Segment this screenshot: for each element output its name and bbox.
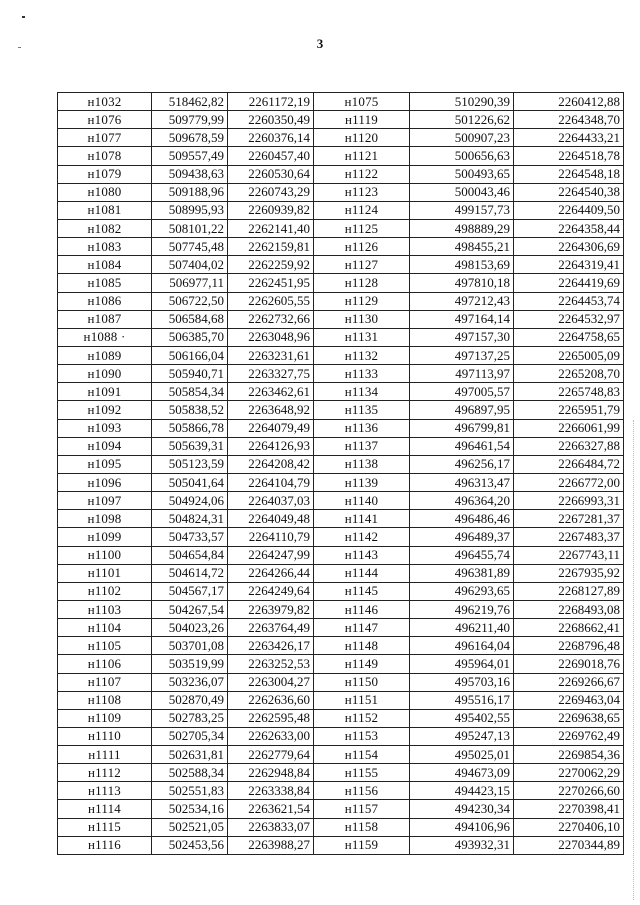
x-coordinate-left-cell: 506584,68 (152, 310, 228, 328)
table-row (58, 564, 624, 582)
table-row (58, 256, 624, 274)
y-coordinate-left-cell: 2263327,75 (228, 365, 314, 383)
y-coordinate-right-cell: 2269463,04 (514, 691, 624, 709)
table-row (58, 437, 624, 455)
point-id-left-cell: н1095 (58, 455, 152, 473)
point-id-left-cell: н1091 (58, 383, 152, 401)
x-coordinate-right-cell: 496455,74 (410, 546, 514, 564)
point-id-left-cell: н1090 (58, 365, 152, 383)
x-coordinate-right-cell: 496489,37 (410, 528, 514, 546)
x-coordinate-right-cell: 494423,15 (410, 782, 514, 800)
x-coordinate-right-cell: 510290,39 (410, 93, 514, 111)
y-coordinate-left-cell: 2264037,03 (228, 492, 314, 510)
x-coordinate-right-cell: 497810,18 (410, 274, 514, 292)
y-coordinate-left-cell: 2264126,93 (228, 437, 314, 455)
x-coordinate-right-cell: 496364,20 (410, 492, 514, 510)
table-row (58, 782, 624, 800)
x-coordinate-right-cell: 496313,47 (410, 473, 514, 491)
point-id-right-cell: н1125 (314, 219, 410, 237)
y-coordinate-left-cell: 2261172,19 (228, 93, 314, 111)
y-coordinate-right-cell: 2264319,41 (514, 256, 624, 274)
point-id-right-cell: н1159 (314, 836, 410, 854)
x-coordinate-left-cell: 502551,83 (152, 782, 228, 800)
table-row (58, 673, 624, 691)
point-id-right-cell: н1158 (314, 818, 410, 836)
point-id-right-cell: н1144 (314, 564, 410, 582)
point-id-right-cell: н1151 (314, 691, 410, 709)
table-row (58, 201, 624, 219)
y-coordinate-left-cell: 2264266,44 (228, 564, 314, 582)
y-coordinate-left-cell: 2264049,48 (228, 510, 314, 528)
point-id-right-cell: н1141 (314, 510, 410, 528)
y-coordinate-right-cell: 2264306,69 (514, 238, 624, 256)
x-coordinate-right-cell: 497212,43 (410, 292, 514, 310)
point-id-right-cell: н1122 (314, 165, 410, 183)
x-coordinate-right-cell: 500043,46 (410, 183, 514, 201)
x-coordinate-left-cell: 504924,06 (152, 492, 228, 510)
point-id-right-cell: н1143 (314, 546, 410, 564)
x-coordinate-left-cell: 503701,08 (152, 637, 228, 655)
table-row (58, 165, 624, 183)
x-coordinate-right-cell: 501226,62 (410, 111, 514, 129)
y-coordinate-left-cell: 2264104,79 (228, 473, 314, 491)
table-row (58, 637, 624, 655)
x-coordinate-right-cell: 496256,17 (410, 455, 514, 473)
y-coordinate-left-cell: 2262605,55 (228, 292, 314, 310)
y-coordinate-right-cell: 2269762,49 (514, 727, 624, 745)
y-coordinate-right-cell: 2267743,11 (514, 546, 624, 564)
x-coordinate-right-cell: 495516,17 (410, 691, 514, 709)
x-coordinate-left-cell: 509557,49 (152, 147, 228, 165)
y-coordinate-right-cell: 2270398,41 (514, 800, 624, 818)
x-coordinate-left-cell: 505854,34 (152, 383, 228, 401)
point-id-right-cell: н1132 (314, 346, 410, 364)
point-id-left-cell: н1115 (58, 818, 152, 836)
y-coordinate-left-cell: 2263764,49 (228, 619, 314, 637)
x-coordinate-left-cell: 502870,49 (152, 691, 228, 709)
point-id-right-cell: н1153 (314, 727, 410, 745)
y-coordinate-left-cell: 2262159,81 (228, 238, 314, 256)
table-row (58, 93, 624, 111)
table-row (58, 818, 624, 836)
x-coordinate-right-cell: 500493,65 (410, 165, 514, 183)
x-coordinate-left-cell: 506977,11 (152, 274, 228, 292)
x-coordinate-right-cell: 495025,01 (410, 746, 514, 764)
x-coordinate-left-cell: 504654,84 (152, 546, 228, 564)
point-id-left-cell: н1110 (58, 727, 152, 745)
y-coordinate-right-cell: 2265951,79 (514, 401, 624, 419)
point-id-right-cell: н1149 (314, 655, 410, 673)
x-coordinate-left-cell: 502705,34 (152, 727, 228, 745)
x-coordinate-left-cell: 502783,25 (152, 709, 228, 727)
point-id-right-cell: н1126 (314, 238, 410, 256)
point-id-right-cell: н1150 (314, 673, 410, 691)
x-coordinate-left-cell: 509188,96 (152, 183, 228, 201)
point-id-left-cell: н1113 (58, 782, 152, 800)
y-coordinate-left-cell: 2262451,95 (228, 274, 314, 292)
x-coordinate-right-cell: 496897,95 (410, 401, 514, 419)
point-id-right-cell: н1133 (314, 365, 410, 383)
table-row (58, 147, 624, 165)
y-coordinate-left-cell: 2262633,00 (228, 727, 314, 745)
point-id-left-cell: н1101 (58, 564, 152, 582)
y-coordinate-left-cell: 2262779,64 (228, 746, 314, 764)
y-coordinate-right-cell: 2267935,92 (514, 564, 624, 582)
x-coordinate-right-cell: 496461,54 (410, 437, 514, 455)
x-coordinate-right-cell: 497113,97 (410, 365, 514, 383)
table-row (58, 764, 624, 782)
y-coordinate-left-cell: 2262259,92 (228, 256, 314, 274)
point-id-left-cell: н1103 (58, 600, 152, 618)
y-coordinate-left-cell: 2263833,07 (228, 818, 314, 836)
point-id-right-cell: н1120 (314, 129, 410, 147)
x-coordinate-right-cell: 496486,46 (410, 510, 514, 528)
y-coordinate-left-cell: 2260939,82 (228, 201, 314, 219)
point-id-left-cell: н1092 (58, 401, 152, 419)
table-row (58, 365, 624, 383)
y-coordinate-left-cell: 2262141,40 (228, 219, 314, 237)
y-coordinate-right-cell: 2264518,78 (514, 147, 624, 165)
point-id-left-cell: н1112 (58, 764, 152, 782)
point-id-left-cell: н1085 (58, 274, 152, 292)
y-coordinate-right-cell: 2269854,36 (514, 746, 624, 764)
table-row (58, 129, 624, 147)
x-coordinate-right-cell: 500907,23 (410, 129, 514, 147)
x-coordinate-right-cell: 496381,89 (410, 564, 514, 582)
point-id-left-cell: н1106 (58, 655, 152, 673)
table-row (58, 274, 624, 292)
x-coordinate-left-cell: 502453,56 (152, 836, 228, 854)
point-id-right-cell: н1123 (314, 183, 410, 201)
point-id-left-cell: н1105 (58, 637, 152, 655)
y-coordinate-right-cell: 2266772,00 (514, 473, 624, 491)
point-id-right-cell: н1128 (314, 274, 410, 292)
point-id-right-cell: н1157 (314, 800, 410, 818)
x-coordinate-left-cell: 502521,05 (152, 818, 228, 836)
point-id-left-cell: н1076 (58, 111, 152, 129)
x-coordinate-left-cell: 504023,26 (152, 619, 228, 637)
point-id-left-cell: н1096 (58, 473, 152, 491)
table-row (58, 691, 624, 709)
table-row (58, 455, 624, 473)
y-coordinate-left-cell: 2260457,40 (228, 147, 314, 165)
x-coordinate-right-cell: 497005,57 (410, 383, 514, 401)
table-row (58, 219, 624, 237)
point-id-right-cell: н1119 (314, 111, 410, 129)
point-id-left-cell: н1104 (58, 619, 152, 637)
point-id-left-cell: н1082 (58, 219, 152, 237)
point-id-right-cell: н1138 (314, 455, 410, 473)
x-coordinate-right-cell: 494106,96 (410, 818, 514, 836)
y-coordinate-right-cell: 2266993,31 (514, 492, 624, 510)
x-coordinate-right-cell: 497137,25 (410, 346, 514, 364)
x-coordinate-left-cell: 504824,31 (152, 510, 228, 528)
table-row (58, 582, 624, 600)
y-coordinate-left-cell: 2264249,64 (228, 582, 314, 600)
table-row (58, 473, 624, 491)
point-id-left-cell: н1107 (58, 673, 152, 691)
point-id-left-cell: н1078 (58, 147, 152, 165)
table-row (58, 510, 624, 528)
y-coordinate-right-cell: 2266061,99 (514, 419, 624, 437)
y-coordinate-left-cell: 2264247,99 (228, 546, 314, 564)
point-id-left-cell: н1084 (58, 256, 152, 274)
y-coordinate-right-cell: 2265748,83 (514, 383, 624, 401)
x-coordinate-left-cell: 507404,02 (152, 256, 228, 274)
point-id-right-cell: н1121 (314, 147, 410, 165)
x-coordinate-left-cell: 509779,99 (152, 111, 228, 129)
y-coordinate-left-cell: 2263648,92 (228, 401, 314, 419)
table-row (58, 292, 624, 310)
y-coordinate-left-cell: 2260376,14 (228, 129, 314, 147)
table-row (58, 346, 624, 364)
point-id-right-cell: н1131 (314, 328, 410, 346)
point-id-left-cell: н1108 (58, 691, 152, 709)
y-coordinate-left-cell: 2263979,82 (228, 600, 314, 618)
x-coordinate-left-cell: 505123,59 (152, 455, 228, 473)
point-id-right-cell: н1136 (314, 419, 410, 437)
coordinates-table (57, 92, 624, 855)
point-id-right-cell: н1130 (314, 310, 410, 328)
x-coordinate-right-cell: 496293,65 (410, 582, 514, 600)
x-coordinate-left-cell: 503236,07 (152, 673, 228, 691)
x-coordinate-left-cell: 503519,99 (152, 655, 228, 673)
y-coordinate-left-cell: 2263231,61 (228, 346, 314, 364)
y-coordinate-left-cell: 2260743,29 (228, 183, 314, 201)
point-id-right-cell: н1146 (314, 600, 410, 618)
point-id-left-cell: н1097 (58, 492, 152, 510)
y-coordinate-right-cell: 2269018,76 (514, 655, 624, 673)
point-id-left-cell: н1109 (58, 709, 152, 727)
y-coordinate-right-cell: 2270344,89 (514, 836, 624, 854)
point-id-right-cell: н1148 (314, 637, 410, 655)
y-coordinate-right-cell: 2264358,44 (514, 219, 624, 237)
table-row (58, 401, 624, 419)
y-coordinate-left-cell: 2264110,79 (228, 528, 314, 546)
x-coordinate-left-cell: 508995,93 (152, 201, 228, 219)
y-coordinate-right-cell: 2270062,29 (514, 764, 624, 782)
x-coordinate-left-cell: 504614,72 (152, 564, 228, 582)
y-coordinate-right-cell: 2264548,18 (514, 165, 624, 183)
x-coordinate-left-cell: 509438,63 (152, 165, 228, 183)
x-coordinate-right-cell: 494673,09 (410, 764, 514, 782)
y-coordinate-left-cell: 2263048,96 (228, 328, 314, 346)
table-row (58, 419, 624, 437)
y-coordinate-left-cell: 2263252,53 (228, 655, 314, 673)
y-coordinate-right-cell: 2264348,70 (514, 111, 624, 129)
x-coordinate-left-cell: 518462,82 (152, 93, 228, 111)
table-row (58, 546, 624, 564)
y-coordinate-right-cell: 2267281,37 (514, 510, 624, 528)
table-row (58, 800, 624, 818)
point-id-left-cell: н1089 (58, 346, 152, 364)
point-id-right-cell: н1154 (314, 746, 410, 764)
x-coordinate-right-cell: 496211,40 (410, 619, 514, 637)
y-coordinate-left-cell: 2262636,60 (228, 691, 314, 709)
table-row (58, 183, 624, 201)
table-row (58, 709, 624, 727)
y-coordinate-right-cell: 2264453,74 (514, 292, 624, 310)
point-id-right-cell: н1135 (314, 401, 410, 419)
x-coordinate-right-cell: 497157,30 (410, 328, 514, 346)
x-coordinate-right-cell: 499157,73 (410, 201, 514, 219)
y-coordinate-right-cell: 2264540,38 (514, 183, 624, 201)
x-coordinate-left-cell: 505866,78 (152, 419, 228, 437)
point-id-right-cell: н1140 (314, 492, 410, 510)
page-number: 3 (316, 36, 324, 51)
y-coordinate-left-cell: 2264079,49 (228, 419, 314, 437)
point-id-left-cell: н1083 (58, 238, 152, 256)
point-id-right-cell: н1124 (314, 201, 410, 219)
x-coordinate-left-cell: 502534,16 (152, 800, 228, 818)
point-id-right-cell: н1134 (314, 383, 410, 401)
point-id-left-cell: н1094 (58, 437, 152, 455)
x-coordinate-left-cell: 508101,22 (152, 219, 228, 237)
table-row (58, 746, 624, 764)
y-coordinate-right-cell: 2269266,67 (514, 673, 624, 691)
x-coordinate-left-cell: 509678,59 (152, 129, 228, 147)
table-row (58, 619, 624, 637)
point-id-right-cell: н1152 (314, 709, 410, 727)
table-row (58, 836, 624, 854)
table-row (58, 328, 624, 346)
x-coordinate-left-cell: 504567,17 (152, 582, 228, 600)
point-id-left-cell: н1114 (58, 800, 152, 818)
table-row (58, 310, 624, 328)
y-coordinate-left-cell: 2260350,49 (228, 111, 314, 129)
point-id-left-cell: н1032 (58, 93, 152, 111)
x-coordinate-left-cell: 502588,34 (152, 764, 228, 782)
coordinates-table-body (58, 93, 624, 855)
y-coordinate-left-cell: 2263621,54 (228, 800, 314, 818)
x-coordinate-left-cell: 506166,04 (152, 346, 228, 364)
x-coordinate-right-cell: 498153,69 (410, 256, 514, 274)
point-id-left-cell: н1087 (58, 310, 152, 328)
x-coordinate-left-cell: 505838,52 (152, 401, 228, 419)
y-coordinate-right-cell: 2265208,70 (514, 365, 624, 383)
x-coordinate-right-cell: 497164,14 (410, 310, 514, 328)
point-id-right-cell: н1139 (314, 473, 410, 491)
y-coordinate-left-cell: 2260530,64 (228, 165, 314, 183)
y-coordinate-right-cell: 2266327,88 (514, 437, 624, 455)
y-coordinate-right-cell: 2264433,21 (514, 129, 624, 147)
table-row (58, 383, 624, 401)
point-id-left-cell: н1099 (58, 528, 152, 546)
x-coordinate-left-cell: 505940,71 (152, 365, 228, 383)
point-id-left-cell: н1077 (58, 129, 152, 147)
y-coordinate-right-cell: 2266484,72 (514, 455, 624, 473)
point-id-right-cell: н1156 (314, 782, 410, 800)
x-coordinate-left-cell: 506385,70 (152, 328, 228, 346)
y-coordinate-right-cell: 2268796,48 (514, 637, 624, 655)
y-coordinate-left-cell: 2264208,42 (228, 455, 314, 473)
x-coordinate-left-cell: 505041,64 (152, 473, 228, 491)
y-coordinate-right-cell: 2264409,50 (514, 201, 624, 219)
y-coordinate-right-cell: 2270406,10 (514, 818, 624, 836)
x-coordinate-right-cell: 496164,04 (410, 637, 514, 655)
y-coordinate-left-cell: 2263462,61 (228, 383, 314, 401)
y-coordinate-left-cell: 2263338,84 (228, 782, 314, 800)
table-row (58, 600, 624, 618)
table-row (58, 111, 624, 129)
y-coordinate-right-cell: 2264758,65 (514, 328, 624, 346)
x-coordinate-left-cell: 505639,31 (152, 437, 228, 455)
x-coordinate-right-cell: 495703,16 (410, 673, 514, 691)
x-coordinate-right-cell: 496219,76 (410, 600, 514, 618)
point-id-left-cell: н1079 (58, 165, 152, 183)
x-coordinate-left-cell: 502631,81 (152, 746, 228, 764)
x-coordinate-left-cell: 506722,50 (152, 292, 228, 310)
y-coordinate-right-cell: 2267483,37 (514, 528, 624, 546)
point-id-left-cell: н1116 (58, 836, 152, 854)
point-id-left-cell: н1100 (58, 546, 152, 564)
x-coordinate-right-cell: 495964,01 (410, 655, 514, 673)
y-coordinate-right-cell: 2265005,09 (514, 346, 624, 364)
y-coordinate-right-cell: 2270266,60 (514, 782, 624, 800)
point-id-right-cell: н1137 (314, 437, 410, 455)
x-coordinate-right-cell: 494230,34 (410, 800, 514, 818)
y-coordinate-right-cell: 2268662,41 (514, 619, 624, 637)
x-coordinate-right-cell: 496799,81 (410, 419, 514, 437)
x-coordinate-right-cell: 498889,29 (410, 219, 514, 237)
point-id-right-cell: н1075 (314, 93, 410, 111)
point-id-left-cell: н1081 (58, 201, 152, 219)
y-coordinate-left-cell: 2263004,27 (228, 673, 314, 691)
table-row (58, 655, 624, 673)
y-coordinate-left-cell: 2263988,27 (228, 836, 314, 854)
point-id-right-cell: н1147 (314, 619, 410, 637)
x-coordinate-left-cell: 507745,48 (152, 238, 228, 256)
x-coordinate-right-cell: 495402,55 (410, 709, 514, 727)
point-id-right-cell: н1142 (314, 528, 410, 546)
y-coordinate-right-cell: 2264532,97 (514, 310, 624, 328)
x-coordinate-right-cell: 495247,13 (410, 727, 514, 745)
point-id-left-cell: н1098 (58, 510, 152, 528)
point-id-left-cell: н1088 · (58, 328, 152, 346)
x-coordinate-right-cell: 493932,31 (410, 836, 514, 854)
scan-speck (22, 16, 25, 18)
table-row (58, 727, 624, 745)
y-coordinate-left-cell: 2262732,66 (228, 310, 314, 328)
y-coordinate-right-cell: 2269638,65 (514, 709, 624, 727)
point-id-right-cell: н1129 (314, 292, 410, 310)
table-row (58, 492, 624, 510)
point-id-right-cell: н1145 (314, 582, 410, 600)
point-id-right-cell: н1155 (314, 764, 410, 782)
y-coordinate-left-cell: 2262595,48 (228, 709, 314, 727)
point-id-left-cell: н1086 (58, 292, 152, 310)
y-coordinate-right-cell: 2264419,69 (514, 274, 624, 292)
x-coordinate-right-cell: 498455,21 (410, 238, 514, 256)
y-coordinate-right-cell: 2260412,88 (514, 93, 624, 111)
point-id-left-cell: н1093 (58, 419, 152, 437)
y-coordinate-left-cell: 2262948,84 (228, 764, 314, 782)
table-row (58, 238, 624, 256)
point-id-left-cell: н1111 (58, 746, 152, 764)
scan-edge-marks (633, 420, 638, 900)
point-id-right-cell: н1127 (314, 256, 410, 274)
table-row (58, 528, 624, 546)
y-coordinate-right-cell: 2268127,89 (514, 582, 624, 600)
x-coordinate-right-cell: 500656,63 (410, 147, 514, 165)
point-id-left-cell: н1080 (58, 183, 152, 201)
x-coordinate-left-cell: 504733,57 (152, 528, 228, 546)
x-coordinate-left-cell: 504267,54 (152, 600, 228, 618)
y-coordinate-right-cell: 2268493,08 (514, 600, 624, 618)
point-id-left-cell: н1102 (58, 582, 152, 600)
y-coordinate-left-cell: 2263426,17 (228, 637, 314, 655)
